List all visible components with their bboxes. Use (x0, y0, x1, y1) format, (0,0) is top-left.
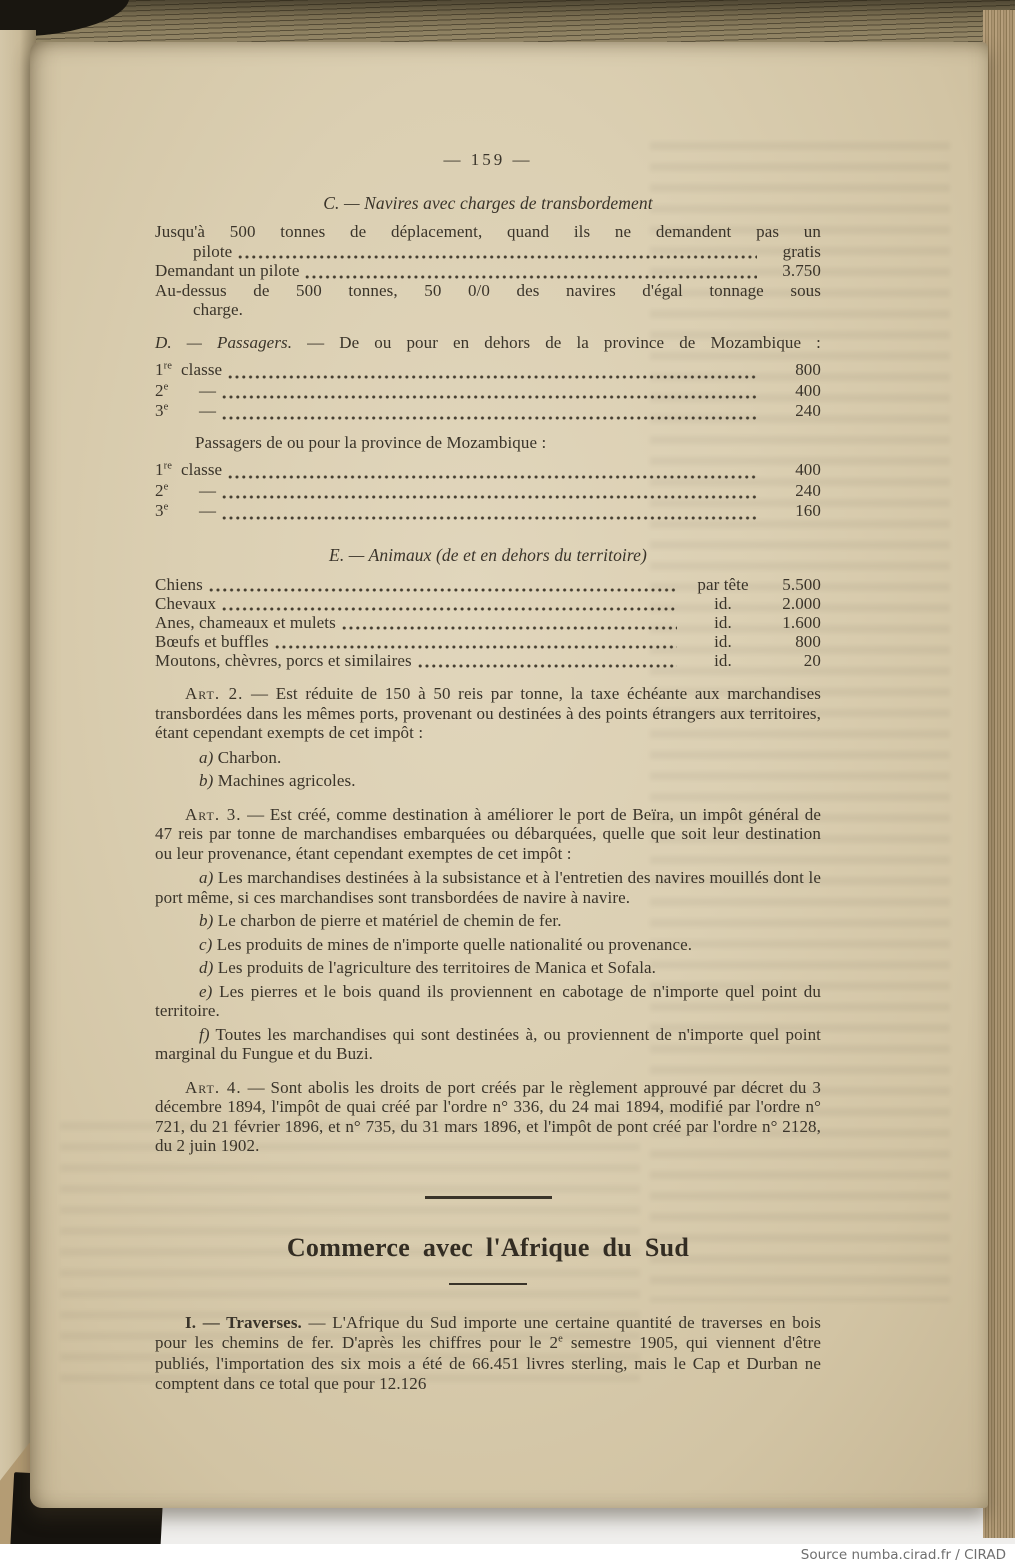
tariff-label (155, 481, 216, 502)
class-number: 2e (155, 380, 169, 400)
passenger-class-row (155, 360, 821, 381)
passenger-class-row (155, 381, 821, 402)
list-item (155, 771, 821, 791)
ditto-dash: — (199, 380, 217, 400)
section-d-heading-lead: D. — Passagers. (155, 332, 293, 352)
dot-leader (222, 388, 757, 400)
tariff-value: 240 (795, 480, 821, 500)
dot-leader (238, 248, 757, 260)
article-text: — Est créé, comme destination à améliorer le port de Beïra, un impôt général de 47 reis par tonne de marchandises embarquées ou débarquées, quelle que soit leur destination ou leur provenance, étant cependant exemptes de cet impôt : (155, 804, 822, 863)
separator-rule-small (449, 1283, 527, 1286)
dot-leader (222, 409, 757, 421)
passenger-class-row (155, 460, 821, 481)
animal-tariff-row (155, 575, 821, 594)
list-item (155, 935, 821, 955)
dot-leader (305, 268, 757, 280)
tariff-line: charge. (193, 300, 243, 319)
class-number: 2e (155, 480, 169, 500)
animal-tariff-row (155, 632, 821, 651)
paragraph-lead: I. — Traverses. (185, 1313, 302, 1332)
list-item (155, 1025, 821, 1064)
section-c-heading: C. — Navires avec charges de transbordement (323, 192, 653, 213)
item-text: Toutes les marchandises qui sont destinées à, ou proviennent de n'importe quel point marginal du Fungue et du Buzi. (155, 1024, 821, 1063)
tariff-unit: id. (714, 613, 732, 632)
tariff-subheading: Passagers de ou pour la province de Mozambique : (195, 432, 547, 452)
class-number: 3e (155, 401, 169, 420)
item-letter: c) (199, 934, 213, 954)
dot-leader (222, 509, 757, 521)
list-item (155, 911, 821, 931)
item-letter: a) (199, 747, 214, 767)
class-number: 3e (155, 501, 169, 520)
tariff-value: 160 (795, 501, 821, 520)
separator-rule (425, 1196, 552, 1199)
dot-leader (228, 468, 757, 480)
passenger-rows-outside (155, 360, 821, 422)
item-letter: f) (199, 1024, 210, 1044)
tariff-label: Demandant un pilote (155, 261, 300, 280)
list-item (155, 958, 821, 978)
animal-label: Chevaux (155, 594, 217, 613)
passenger-class-row (155, 481, 821, 502)
paragraph-text: semestre 1905, qui viennent d'être publiés, l'importation des six mois a été de 66.451 livres sterling, mais le Cap et Durban ne comptent dans ce total que pour 12.126 (155, 1333, 821, 1393)
tariff-row (155, 261, 821, 281)
item-text: Les produits de mines de n'importe quelle nationalité ou provenance. (212, 934, 693, 954)
list-item (155, 982, 821, 1021)
tariff-unit: par tête (697, 575, 749, 594)
item-letter: d) (199, 958, 214, 977)
class-number: 1re (155, 460, 172, 479)
item-text: Machines agricoles. (213, 771, 356, 790)
animal-tariff-row (155, 651, 821, 670)
article-3-items (155, 868, 821, 1064)
passenger-class-row (155, 401, 821, 422)
tariff-unit: id. (714, 594, 732, 613)
article-2-items (155, 748, 821, 791)
ditto-dash: — (199, 501, 217, 520)
article-4-paragraph (155, 1078, 821, 1156)
item-text: Charbon. (213, 747, 282, 767)
tariff-value: 400 (795, 380, 821, 400)
article-number: Art. 4. (185, 1077, 242, 1097)
item-text: Les marchandises destinées à la subsistance et à l'entretien des navires mouillés dont le port même, si ces marchandises sont transbordées de navire à navire. (155, 868, 821, 907)
dot-leader (418, 657, 677, 669)
tariff-value: 800 (795, 632, 821, 651)
animal-tariff-block (155, 575, 821, 670)
section-d-heading (155, 333, 821, 353)
tariff-label: pilote (193, 241, 233, 261)
item-letter: e) (199, 981, 213, 1001)
article-number: Art. 3. (185, 804, 242, 824)
attribution-bar (0, 1544, 1015, 1566)
item-letter: a) (199, 868, 214, 887)
ditto-dash: — (199, 401, 217, 420)
animal-label: Chiens (155, 575, 203, 594)
animal-tariff-row (155, 613, 821, 632)
tariff-label (155, 360, 222, 381)
animal-label: Moutons, chèvres, porcs et similaires (155, 651, 412, 670)
tariff-value: 5.500 (782, 575, 821, 594)
list-item (155, 868, 821, 907)
article-number: Art. 2. (185, 684, 244, 703)
item-letter: b) (199, 911, 214, 930)
section-e-heading: E. — Animaux (de et en dehors du territoire) (329, 544, 647, 565)
tariff-value: 3.750 (782, 261, 821, 280)
item-letter: b) (199, 771, 214, 790)
tariff-unit: id. (714, 632, 732, 651)
tariff-value: 240 (795, 401, 821, 420)
tariff-label (155, 381, 216, 402)
article-text: — Sont abolis les droits de port créés par le règlement approuvé par décret du 3 décembre 1894, l'impôt de quai créé par l'ordre n° 336, du 24 mai 1894, modifié par l'ordre n° 721, du 21 février 1896, et n° 735, du 31 mars 1896, et l'impôt de pont créé par l'ordre n° 2128, du 2 juin 1902. (155, 1077, 822, 1155)
source-attribution: Source numba.cirad.fr / CIRAD (800, 1547, 1006, 1563)
item-text: Le charbon de pierre et matériel de chemin de fer. (213, 911, 562, 930)
tariff-unit: id. (714, 651, 732, 670)
animal-label: Bœufs et buffles (155, 632, 269, 651)
class-word: classe (181, 360, 223, 379)
page-content (155, 150, 821, 1394)
list-item (155, 748, 821, 768)
dot-leader (228, 368, 757, 380)
tariff-value: 1.600 (782, 613, 821, 632)
article-3-paragraph (155, 805, 821, 864)
tariff-row (155, 242, 821, 262)
tariff-line: Au-dessus de 500 tonnes, 50 0/0 des navires d'égal tonnage sous (155, 280, 821, 300)
item-text: Les pierres et le bois quand ils proviennent en cabotage de n'importe quel point du territoire. (155, 981, 821, 1020)
paragraph-text: — L'Afrique du Sud importe une certaine quantité de traverses en bois pour les chemins de fer. D'après les chiffres pour le 2 (155, 1313, 821, 1353)
page-number: — 159 — (443, 150, 533, 169)
tariff-label (155, 460, 222, 481)
tariff-c-block (155, 222, 821, 320)
tariff-line: Jusqu'à 500 tonnes de déplacement, quand ils ne demandent pas un (155, 222, 821, 241)
dot-leader (275, 638, 677, 650)
animal-label: Anes, chameaux et mulets (155, 613, 336, 632)
ditto-dash: — (199, 480, 217, 500)
tariff-label (155, 401, 216, 422)
passenger-class-row (155, 501, 821, 522)
animal-tariff-row (155, 594, 821, 613)
dot-leader (342, 619, 677, 631)
article-text: — Est réduite de 150 à 50 reis par tonne, la taxe échéante aux marchandises transbordées dans les mêmes ports, provenant ou destinées à des points étrangers aux territoires, étant cependant exempts de cet impôt : (155, 684, 822, 742)
section-d-heading-rest: — De ou pour en dehors de la province de Mozambique : (292, 332, 821, 352)
class-number: 1re (155, 360, 172, 379)
item-text: Les produits de l'agriculture des territoires de Manica et Sofala. (213, 958, 657, 977)
section-title: Commerce avec l'Afrique du Sud (286, 1232, 690, 1262)
tariff-value: 20 (803, 651, 821, 670)
class-word: classe (181, 460, 223, 479)
ordinal-superscript: e (558, 1333, 563, 1345)
tariff-value: 800 (795, 360, 821, 379)
article-2-paragraph (155, 684, 821, 743)
tariff-value: gratis (782, 241, 821, 261)
dot-leader (209, 581, 677, 593)
dot-leader (222, 488, 757, 500)
tariff-value: 400 (795, 460, 821, 479)
passenger-rows-province (155, 460, 821, 522)
tariff-label (155, 501, 216, 522)
tariff-value: 2.000 (782, 594, 821, 613)
lead-paragraph (155, 1313, 821, 1394)
dot-leader (222, 600, 677, 612)
